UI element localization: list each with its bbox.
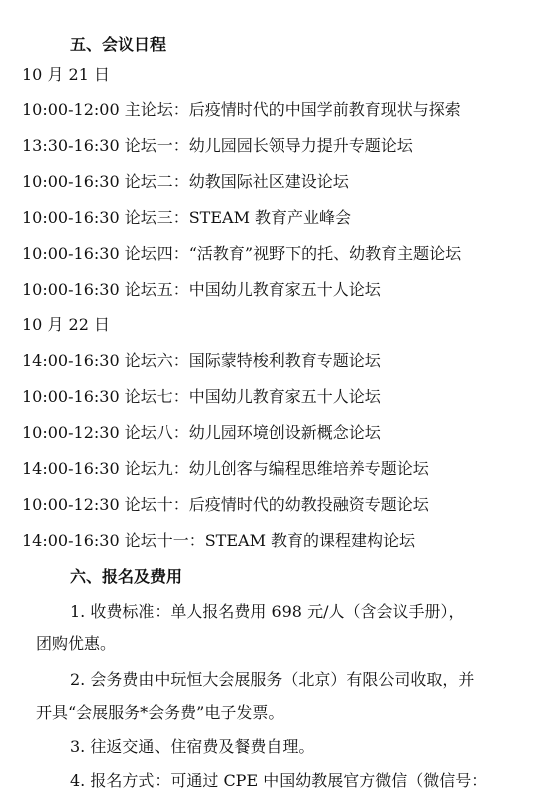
schedule-time: 10:00-16:30 [22,280,120,299]
schedule-time: 10:00-16:30 [22,172,120,191]
schedule-time: 13:30-16:30 [22,136,120,155]
schedule-time: 10:00-16:30 [22,208,120,227]
schedule-title: 论坛六：国际蒙特梭利教育专题论坛 [124,351,381,370]
schedule-title: 主论坛：后疫情时代的中国学前教育现状与探索 [124,100,461,119]
schedule-item [22,530,554,552]
schedule-item [22,386,554,408]
schedule-title: 论坛十一：STEAM 教育的课程建构论坛 [124,531,416,550]
day-2-date: 10 月 22 日 [22,315,110,334]
schedule-title: 论坛七：中国幼儿教育家五十人论坛 [124,387,381,406]
schedule-time: 14:00-16:30 [22,531,120,550]
schedule-time: 14:00-16:30 [22,459,120,478]
schedule-item [22,350,554,372]
section-5-heading: 五、会议日程 [70,35,167,54]
schedule-title: 论坛八：幼儿园环境创设新概念论坛 [124,423,381,442]
schedule-item [22,207,554,229]
schedule-title: 论坛二：幼教国际社区建设论坛 [124,172,349,191]
schedule-title: 论坛九：幼儿创客与编程思维培养专题论坛 [124,459,429,478]
paragraph-line: 4. 报名方式：可通过 CPE 中国幼教展官方微信（微信号： [70,771,488,790]
schedule-time: 10:00-12:30 [22,495,120,514]
schedule-item [22,458,554,480]
schedule-title: 论坛十：后疫情时代的幼教投融资专题论坛 [124,495,429,514]
schedule-item [22,171,554,193]
schedule-time: 10:00-12:00 [22,100,120,119]
schedule-title: 论坛四：“活教育”视野下的托、幼教育主题论坛 [124,244,462,263]
paragraph-line: 团购优惠。 [36,634,117,653]
schedule-title: 论坛一：幼儿园园长领导力提升专题论坛 [124,136,413,155]
schedule-item [22,243,554,265]
paragraph-line: 开具“会展服务*会务费”电子发票。 [36,703,285,722]
schedule-time: 10:00-16:30 [22,244,120,263]
paragraph-line: 3. 往返交通、住宿费及餐费自理。 [70,737,315,756]
schedule-item [22,135,554,157]
schedule-item [22,99,554,121]
schedule-title: 论坛五：中国幼儿教育家五十人论坛 [124,280,381,299]
schedule-time: 10:00-12:30 [22,423,120,442]
schedule-time: 14:00-16:30 [22,351,120,370]
day-1-date: 10 月 21 日 [22,65,110,84]
paragraph-line: 1. 收费标准：单人报名费用 698 元/人（含会议手册）， [70,602,465,621]
schedule-title: 论坛三：STEAM 教育产业峰会 [124,208,352,227]
paragraph-line: 2. 会务费由中玩恒大会展服务（北京）有限公司收取，并 [70,670,475,689]
schedule-time: 10:00-16:30 [22,387,120,406]
schedule-item [22,279,554,301]
schedule-item [22,422,554,444]
schedule-item [22,494,554,516]
section-6-heading: 六、报名及费用 [70,567,183,586]
